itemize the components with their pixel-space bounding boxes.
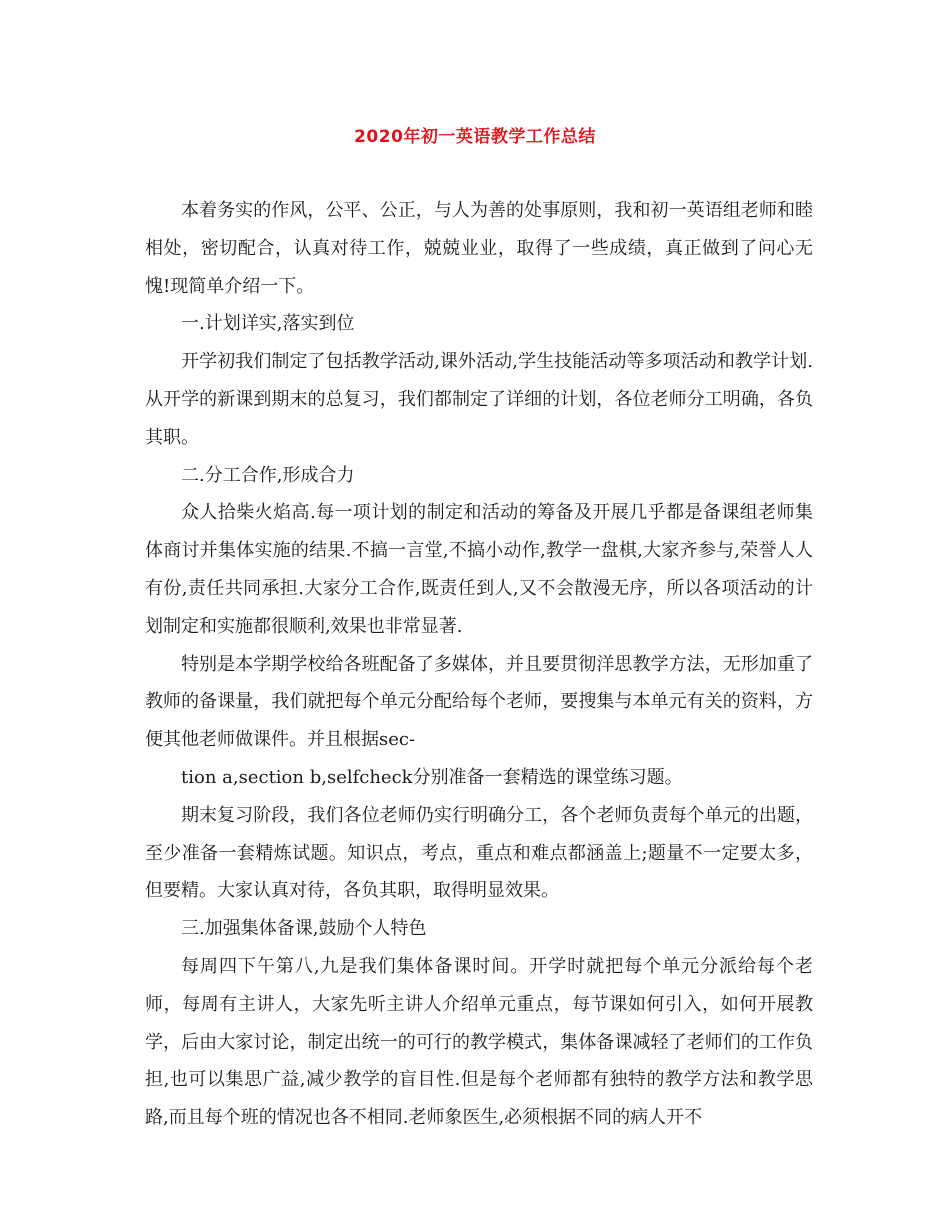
paragraph-lesson-prep: 每周四下午第八,九是我们集体备课时间。开学时就把每个单元分派给每个老师，每周有主讲人，大家先听主讲人介绍单元重点，每节课如何引入，如何开展教学，后由大家讨论，制定出统一的可行的教学模式，集体备课减轻了老师们的工作负担,也可以集思广益,减少教学的盲目性.但是每个老师都有独特的教学方法和教学思路,而且每个班的情况也各不相同.老师象医生,必须根据不同的病人开不 bbox=[145, 955, 813, 1129]
document-body bbox=[145, 192, 813, 1137]
paragraph-final-review: 期末复习阶段，我们各位老师仍实行明确分工，各个老师负责每个单元的出题，至少准备一套精炼试题。知识点，考点，重点和难点都涵盖上;题量不一定要太多，但要精。大家认真对待，各负其职，取得明显效果。 bbox=[145, 804, 813, 902]
paragraph-multimedia: 特别是本学期学校给各班配备了多媒体，并且要贯彻洋思教学方法，无形加重了教师的备课量，我们就把每个单元分配给每个老师，要搜集与本单元有关的资料，方便其他老师做课件。并且根据sec- bbox=[145, 653, 813, 751]
section-heading-3: 三.加强集体备课,鼓励个人特色 bbox=[181, 918, 427, 940]
paragraph-intro: 本着务实的作风，公平、公正，与人为善的处事原则，我和初一英语组老师和睦相处，密切配合，认真对待工作，兢兢业业，取得了一些成绩，真正做到了问心无愧!现简单介绍一下。 bbox=[145, 200, 813, 297]
paragraph-exercises: tion a,section b,selfcheck分别准备一套精选的课堂练习题。 bbox=[181, 766, 683, 788]
paragraph-teamwork: 众人拾柴火焰高.每一项计划的制定和活动的筹备及开展几乎都是备课组老师集体商讨并集体实施的结果.不搞一言堂,不搞小动作,教学一盘棋,大家齐参与,荣誉人人有份,责任共同承担.大家分工合作,既责任到人,又不会散漫无序，所以各项活动的计划制定和实施都很顺利,效果也非常显著. bbox=[145, 502, 813, 637]
paragraph-plan: 开学初我们制定了包括教学活动,课外活动,学生技能活动等多项活动和教学计划.从开学的新课到期末的总复习，我们都制定了详细的计划，各位老师分工明确，各负其职。 bbox=[145, 351, 813, 448]
section-heading-2: 二.分工合作,形成合力 bbox=[181, 464, 355, 486]
document-title: 2020年初一英语教学工作总结 bbox=[354, 127, 596, 147]
section-heading-1: 一.计划详实,落实到位 bbox=[181, 313, 355, 335]
